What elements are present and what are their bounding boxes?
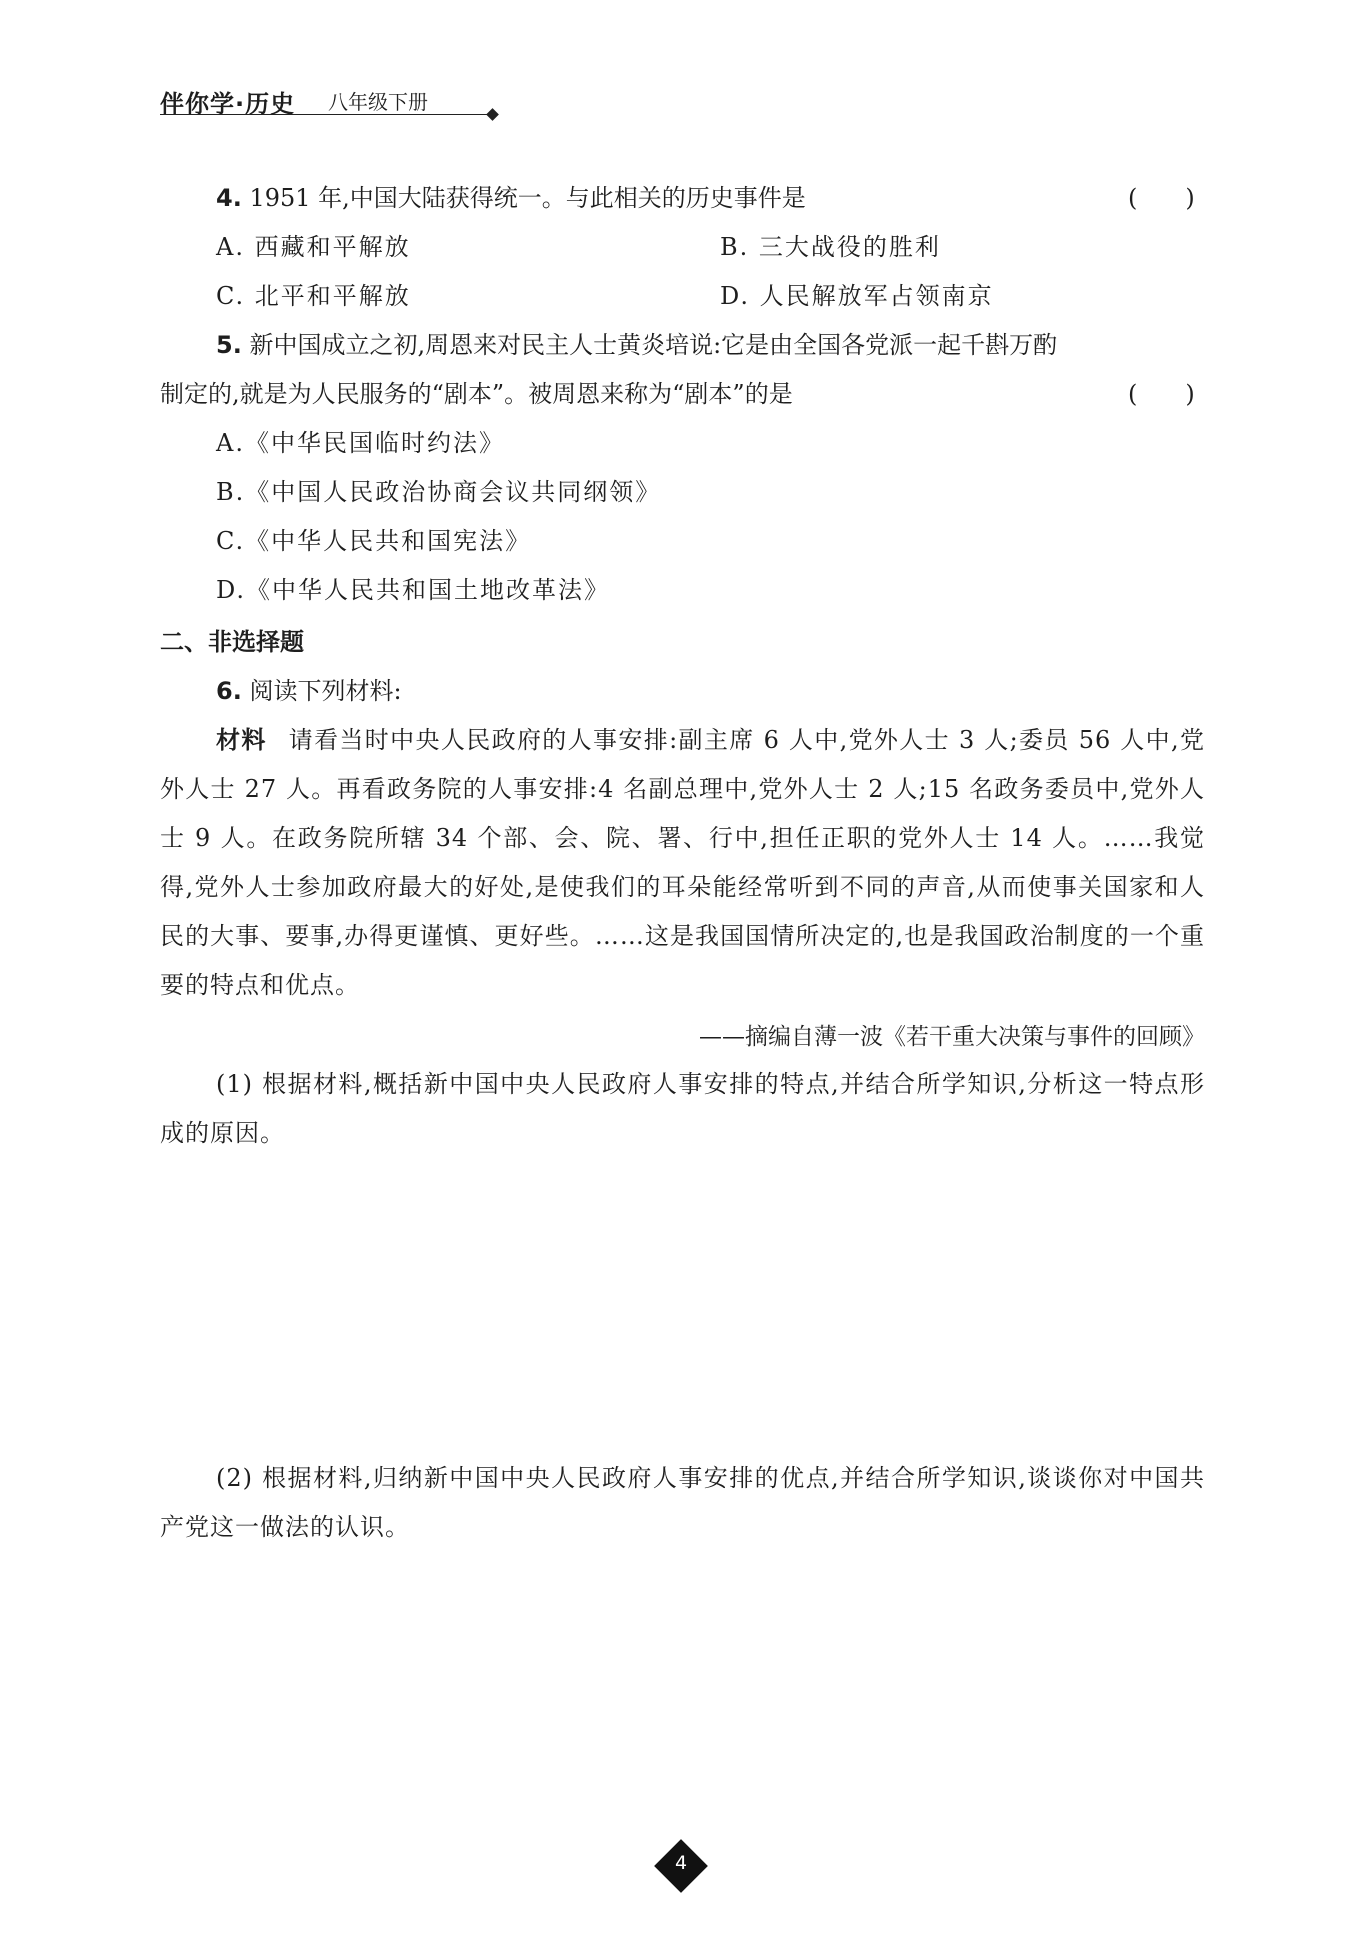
material-text: 请看当时中央人民政府的人事安排:副主席 6 人中,党外人士 3 人;委员 56 人中,党外人士 27 人。再看政务院的人事安排:4 名副总理中,党外人士 2 人;15 名政务委员中,党外人士 9 人。在政务院所辖 34 个部、会、院、署、行中,担任正职的党外人士 14 人。……我觉得,党外人士参加政府最大的好处,是使我们的耳朵能经常听到不同的声音,从而使事关国家和人民的大事、要事,办得更谨慎、更好些。……这是我国国情所决定的,也是我国政治制度的一个重要的特点和优点。 bbox=[160, 726, 1205, 999]
option-text: 《中华人民共和国宪法》 bbox=[245, 527, 532, 555]
option-key: A. bbox=[216, 429, 245, 457]
option-key: B. bbox=[720, 233, 750, 261]
q4-option-c bbox=[216, 281, 411, 311]
page-number: 4 bbox=[674, 1852, 688, 1874]
section-title: 二、非选择题 bbox=[160, 628, 304, 656]
header-rule bbox=[160, 114, 490, 115]
grade-label: 八年级下册 bbox=[328, 90, 428, 114]
series-title: 伴你学·历史 bbox=[160, 90, 296, 118]
option-key: D. bbox=[720, 282, 751, 310]
q5-option-b bbox=[216, 477, 661, 507]
q4-stem bbox=[216, 183, 806, 213]
option-text: 《中国人民政治协商会议共同纲领》 bbox=[245, 478, 662, 506]
option-key: C. bbox=[216, 527, 246, 555]
material-label: 材料 bbox=[216, 726, 267, 754]
q5-number: 5. bbox=[216, 331, 242, 359]
page-number-badge bbox=[658, 1843, 704, 1889]
q4-option-a bbox=[216, 232, 411, 262]
option-text: 北平和平解放 bbox=[254, 282, 411, 310]
option-text: 《中华人民共和国土地改革法》 bbox=[246, 576, 611, 604]
q5-stem-text1: 新中国成立之初,周恩来对民主人士黄炎培说:它是由全国各党派一起千斟万酌 bbox=[249, 331, 1058, 359]
q6-intro bbox=[216, 676, 402, 706]
option-text: 人民解放军占领南京 bbox=[759, 282, 994, 310]
q5-answer-paren: ( ) bbox=[1128, 380, 1195, 408]
option-text: 三大战役的胜利 bbox=[758, 233, 941, 261]
q4-option-b bbox=[720, 232, 941, 262]
option-key: C. bbox=[216, 282, 246, 310]
q4-number: 4. bbox=[216, 184, 242, 212]
q6-intro-text: 阅读下列材料: bbox=[249, 677, 402, 705]
q4-answer-paren: ( ) bbox=[1128, 184, 1195, 212]
option-key: B. bbox=[216, 478, 246, 506]
q5-option-a bbox=[216, 428, 505, 458]
q4-option-d bbox=[720, 281, 994, 311]
q6-subquestion-2: (2) 根据材料,归纳新中国中央人民政府人事安排的优点,并结合所学知识,谈谈你对中国共产党这一做法的认识。 bbox=[160, 1464, 1205, 1541]
q6-material bbox=[160, 716, 1205, 1010]
q5-stem-line2: 制定的,就是为人民服务的“剧本”。被周恩来称为“剧本”的是 bbox=[160, 380, 793, 408]
page-header bbox=[160, 80, 500, 120]
q5-option-c bbox=[216, 526, 531, 556]
option-key: A. bbox=[216, 233, 245, 261]
option-key: D. bbox=[216, 576, 247, 604]
q4-stem-text: 1951 年,中国大陆获得统一。与此相关的历史事件是 bbox=[249, 184, 806, 212]
option-text: 《中华民国临时约法》 bbox=[244, 429, 505, 457]
option-text: 西藏和平解放 bbox=[254, 233, 411, 261]
q5-stem-line1 bbox=[216, 330, 1057, 360]
q6-number: 6. bbox=[216, 677, 242, 705]
q5-option-d bbox=[216, 575, 610, 605]
q6-subquestion-1: (1) 根据材料,概括新中国中央人民政府人事安排的特点,并结合所学知识,分析这一特点形成的原因。 bbox=[160, 1070, 1205, 1147]
material-source: ——摘编自薄一波《若干重大决策与事件的回顾》 bbox=[699, 1024, 1205, 1050]
header-diamond-icon bbox=[486, 108, 499, 121]
